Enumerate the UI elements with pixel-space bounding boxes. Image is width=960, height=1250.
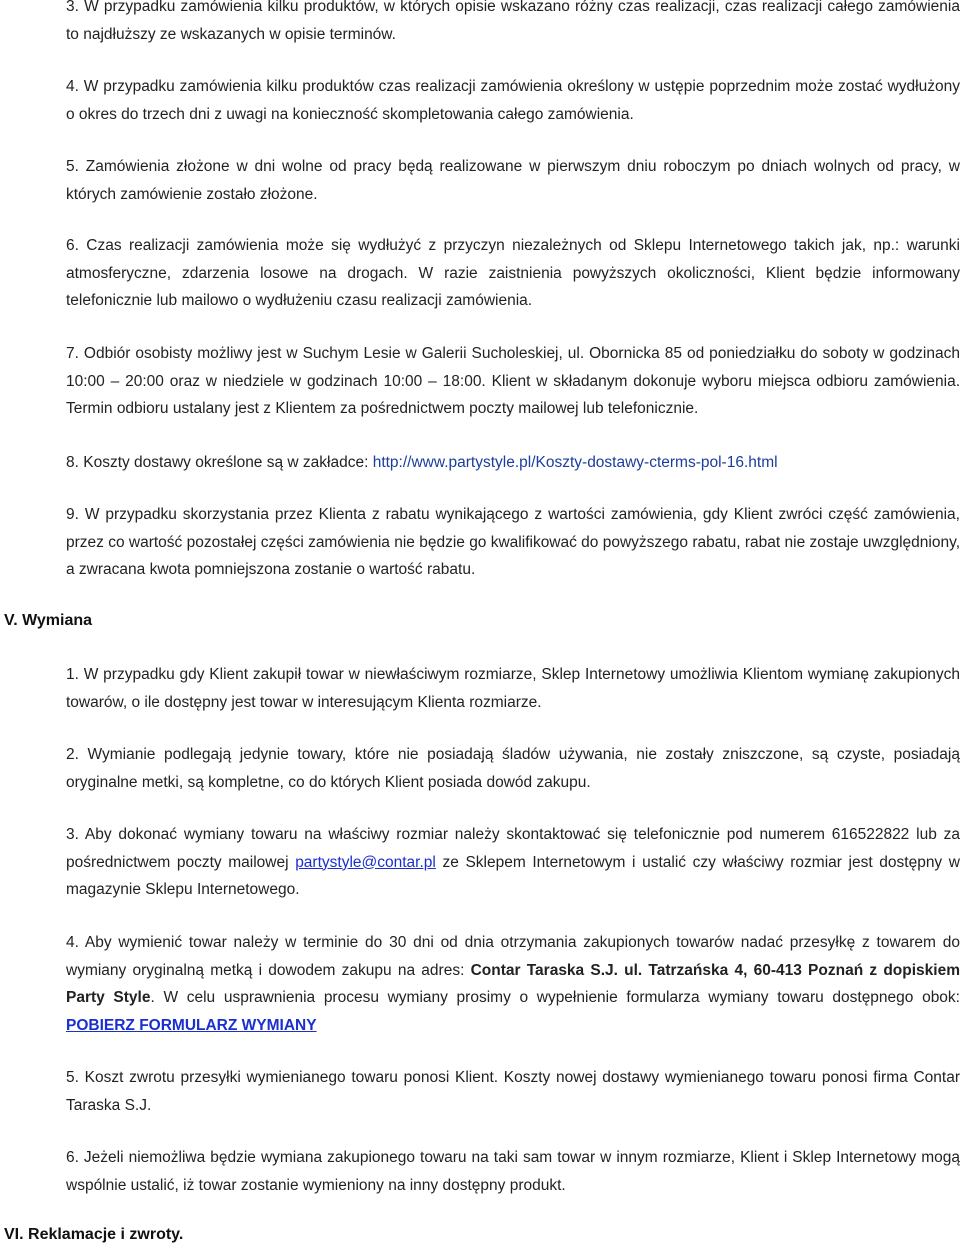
paragraph-v-3 [66,821,960,904]
section-heading-wymiana: V. Wymiana [4,612,93,629]
download-form-link[interactable]: POBIERZ FORMULARZ WYMIANY [66,1016,317,1034]
paragraph-v-1: 1. W przypadku gdy Klient zakupił towar w niewłaściwym rozmiarze, Sklep Internetowy umożliwia Klientom wymianę zakupionych towarów, o ile dostępny jest towar w interesującym Klienta rozmiarze. [66,666,960,711]
paragraph-v-4 [66,929,960,1039]
section-heading-reklamacje: VI. Reklamacje i zwroty. [4,1226,184,1243]
email-link[interactable]: partystyle@contar.pl [295,853,436,871]
paragraph-iv-9: 9. W przypadku skorzystania przez Klienta z rabatu wynikającego z wartości zamówienia, gdy Klient zwróci część zamówienia, przez co wartość pozostałej części zamówienia nie będzie go kwalifikować do powyższego rabatu, rabat nie zostaje uwzględniony, a zwracana kwota pomniejszona zostanie o wartość rabatu. [66,506,960,578]
paragraph-v-2: 2. Wymianie podlegają jedynie towary, które nie posiadają śladów używania, nie zostały zniszczone, są czyste, posiadają oryginalne metki, są kompletne, co do których Klient posiada dowód zakupu. [66,746,960,791]
paragraph-v-3-text: 3. Aby dokonać wymiany towaru na właściwy rozmiar należy skontaktować się telefonicznie pod numerem 616522822 lub za pośrednictwem poczty mailowej [66,826,960,871]
paragraph-iv-6: 6. Czas realizacji zamówienia może się wydłużyć z przyczyn niezależnych od Sklepu Internetowego takich jak, np.: warunki atmosferyczne, zdarzenia losowe na drogach. W razie zaistnienia powyższych okoliczności, Klient będzie informowany telefonicznie lub mailowo o wydłużeniu czasu realizacji zamówienia. [66,237,960,309]
paragraph-iv-8 [66,449,960,477]
return-address: Contar Taraska S.J. ul. Tatrzańska 4, 60-413 Poznań z dopiskiem Party Style [66,961,960,1006]
paragraph-iv-3: 3. W przypadku zamówienia kilku produktów, w których opisie wskazano różny czas realizacji, czas realizacji całego zamówienia to najdłuższy ze wskazanych w opisie terminów. [66,0,960,43]
delivery-cost-url: http://www.partystyle.pl/Koszty-dostawy-cterms-pol-16.html [372,454,778,471]
paragraph-iv-7: 7. Odbiór osobisty możliwy jest w Suchym Lesie w Galerii Sucholeskiej, ul. Obornicka 85 od poniedziałku do soboty w godzinach 10:00 – 20:00 oraz w niedziele w godzinach 10:00 – 18:00. Klient w składanym dokonuje wyboru miejsca odbioru zamówienia. Termin odbioru ustalany jest z Klientem za pośrednictwem poczty mailowej lub telefonicznie. [66,345,960,417]
paragraph-iv-4: 4. W przypadku zamówienia kilku produktów czas realizacji zamówienia określony w ustępie poprzednim może zostać wydłużony o okres do trzech dni z uwagi na konieczność skompletowania całego zamówienia. [66,78,960,123]
paragraph-v-3-text-end: ze Sklepem Internetowym i ustalić czy właściwy rozmiar jest dostępny w magazynie Sklepu Internetowego. [66,853,960,898]
paragraph-iv-5: 5. Zamówienia złożone w dni wolne od pracy będą realizowane w pierwszym dniu roboczym po dniach wolnych od pracy, w których zamówienie zostało złożone. [66,158,960,203]
paragraph-v-6: 6. Jeżeli niemożliwa będzie wymiana zakupionego towaru na taki sam towar w innym rozmiarze, Klient i Sklep Internetowy mogą wspólnie ustalić, iż towar zostanie wymieniony na inny dostępny produkt. [66,1149,960,1194]
paragraph-v-4-text-mid: . W celu usprawnienia procesu wymiany prosimy o wypełnienie formularza wymiany towaru dostępnego obok: [150,989,960,1006]
paragraph-iv-8-text: 8. Koszty dostawy określone są w zakładce: [66,454,373,471]
paragraph-v-4-text: 4. Aby wymienić towar należy w terminie do 30 dni od dnia otrzymania zakupionych towarów nadać przesyłkę z towarem do wymiany oryginalną metką i dowodem zakupu na adres: [66,934,960,979]
paragraph-v-5: 5. Koszt zwrotu przesyłki wymienianego towaru ponosi Klient. Koszty nowej dostawy wymienianego towaru ponosi firma Contar Taraska S.J. [66,1069,960,1114]
